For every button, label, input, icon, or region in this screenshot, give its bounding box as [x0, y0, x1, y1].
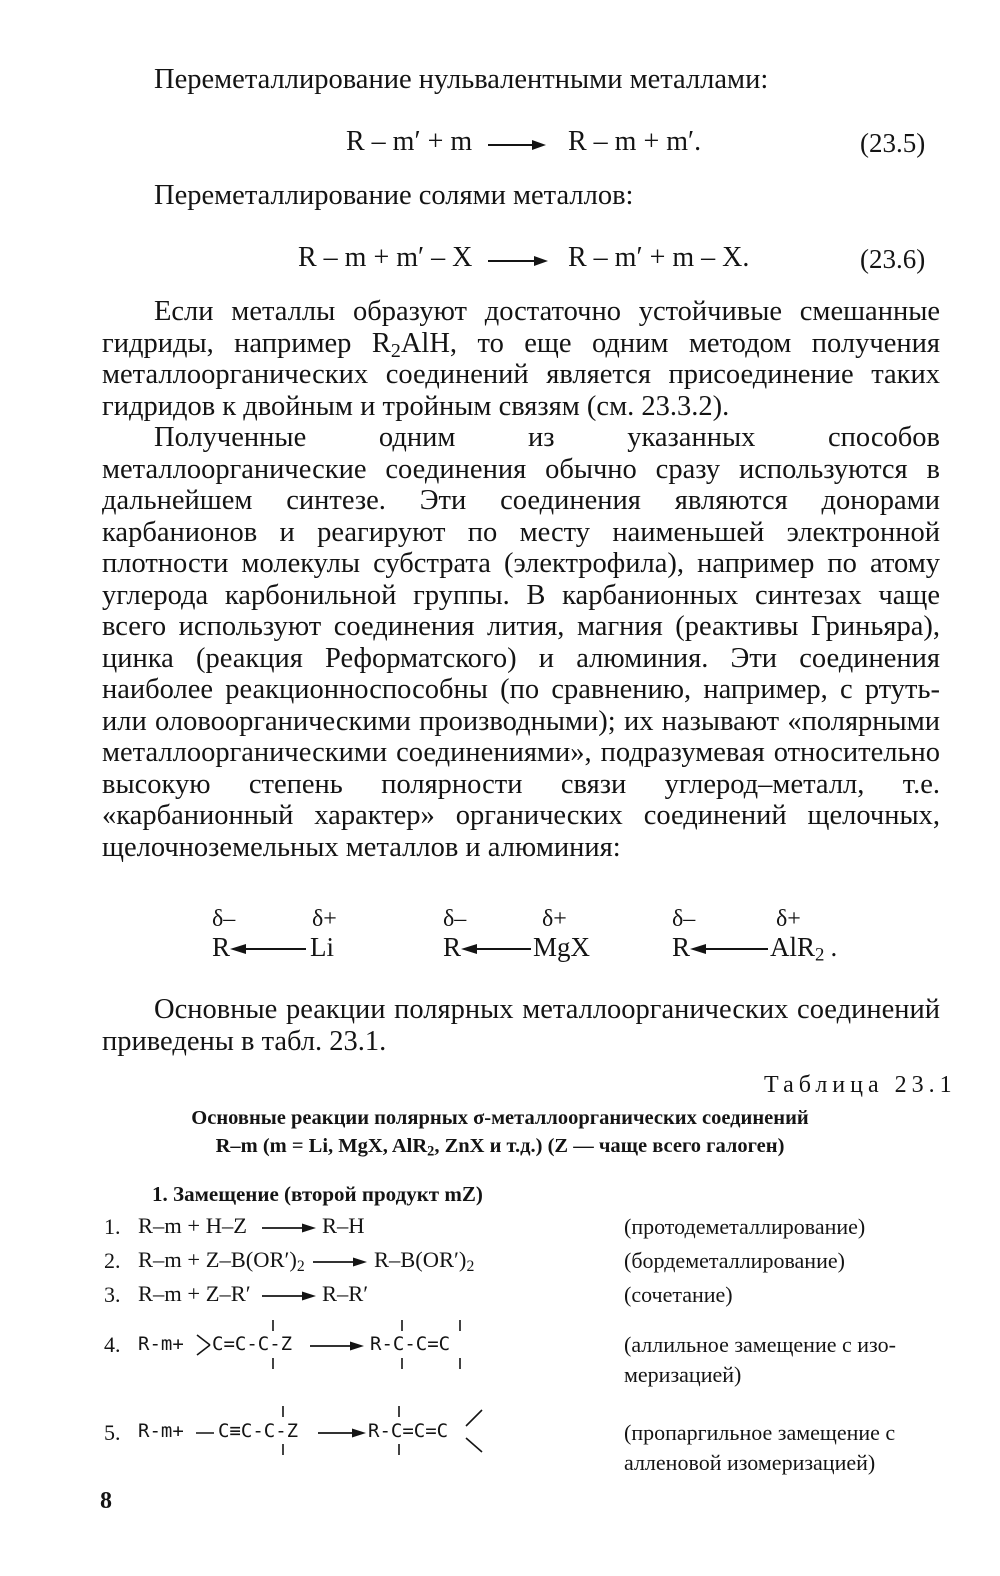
- polar-alr2-text: AlR: [770, 932, 816, 962]
- heading-transmetalation-salts: Переметаллирование солями металлов:: [154, 180, 634, 211]
- table-caption-line-2: [120, 1132, 880, 1160]
- eq-23-6-number: (23.6): [860, 244, 926, 274]
- page-number: 8: [100, 1488, 112, 1514]
- body-text-block-2: [102, 994, 940, 1057]
- row-4-reactant-bond-lines: [250, 1316, 290, 1376]
- row-4-reactant-rm: R-m+: [138, 1333, 184, 1355]
- row-4-branch-bonds: [196, 1332, 212, 1358]
- row-3-description: (сочетание): [624, 1282, 733, 1307]
- row-3-product: R–R′: [322, 1281, 369, 1306]
- table-caption-line-1: Основные реакции полярных σ-металлоорганических соединений: [191, 1107, 809, 1129]
- row-5-product-chain: R-C=C=C: [368, 1420, 449, 1442]
- delta-plus-alr2: δ+: [776, 906, 801, 932]
- polar-arrow-li: [230, 942, 310, 956]
- polar-r-li: R: [212, 932, 231, 962]
- eq-23-6-arrow: [488, 254, 550, 268]
- row-4-reactant-chain: C=C-C-Z: [212, 1333, 293, 1355]
- polar-arrow-alr2: [690, 942, 770, 956]
- eq-23-5-number: (23.5): [860, 128, 926, 158]
- delta-minus-alr2: δ–: [672, 906, 696, 932]
- row-5-arrow: [318, 1427, 368, 1439]
- row-3-arrow: [262, 1290, 318, 1302]
- row-5-reactant-chain: C≡C-C-Z: [218, 1420, 299, 1442]
- row-5-reactant-rm: R-m+: [138, 1420, 184, 1442]
- delta-minus-mgx: δ–: [443, 906, 467, 932]
- paragraph-mixed-hydrides-part-b: AlH, то еще одним методом получения металлоорганических соединений является присоединение таких гидридов к двойным и тройным связям (см. 23.3.2).: [102, 327, 940, 422]
- paragraph-mixed-hydrides-part-a: Если металлы образуют достаточно устойчивые смешанные гидриды, например R: [102, 296, 940, 359]
- row-5-lead-bond: [196, 1430, 216, 1436]
- row-4-product-chain: R-C-C=C: [370, 1333, 451, 1355]
- paragraph-main-reactions: Основные реакции полярных металлоорганических соединений приведены в табл. 23.1.: [102, 994, 940, 1057]
- polar-alr2: [770, 932, 838, 966]
- row-2-description: (бордеметаллирование): [624, 1248, 845, 1273]
- row-2-product-text: R–B(OR′): [374, 1247, 467, 1272]
- paragraph-organometallic-usage: Полученные одним из указанных способов металлоорганические соединения обычно сразу используются в дальнейшем синтезе. Эти соединения являются донорами карбанионов и реагируют по месту наименьшей электронной плотности молекулы субстрата (электрофила), например по атому углерода карбонильной группы. В карбанионных синтезах чаще всего используют соединения лития, магния (реактивы Гриньяра), цинка (реакция Реформатского) и алюминия. Эти соединения наиболее реакционноспособны (по сравнению, например, с ртуть- или оловоорганическими производными); их называют «полярными металлоорганическими соединениями», подразумевая относительно высокую степень полярности связи углерод–металл, т.е. «карбанионный характер» органических соединений щелочных, щелочноземельных металлов и алюминия:: [102, 422, 940, 863]
- row-1-description: (протодеметаллирование): [624, 1214, 866, 1239]
- row-2-reactants-text: R–m + Z–B(OR′): [138, 1247, 297, 1272]
- table-label: Таблица 23.1: [764, 1072, 957, 1098]
- row-4-description-1: (аллильное замещение с изо-: [624, 1332, 896, 1357]
- polar-r-mgx: R: [443, 932, 462, 962]
- row-2-reactants: [138, 1247, 305, 1273]
- row-5-product-bond-lines: [386, 1402, 496, 1462]
- row-4-product-bond-lines: [390, 1316, 470, 1376]
- eq-23-5-arrow: [488, 138, 548, 152]
- eq-23-6-left: R – m + m′ – X: [298, 242, 473, 273]
- heading-transmetalation-zerovalent: Переметаллирование нульвалентными металлами:: [154, 64, 769, 95]
- polar-arrow-mgx: [461, 942, 533, 956]
- row-3-reactants: R–m + Z–R′: [138, 1281, 251, 1306]
- row-1-reactants: R–m + H–Z: [138, 1213, 247, 1238]
- table-caption: [120, 1104, 880, 1160]
- delta-plus-mgx: δ+: [542, 906, 567, 932]
- subscript-2: 2: [390, 339, 401, 362]
- row-1-number: 1.: [104, 1214, 121, 1239]
- row-4-arrow: [310, 1340, 366, 1352]
- row-4-description-2: меризацией): [624, 1362, 742, 1387]
- polar-r-alr2: R: [672, 932, 691, 962]
- row-2-product: [374, 1247, 474, 1273]
- polar-alr2-dot: .: [830, 932, 838, 962]
- table-caption-sub: 2: [427, 1143, 435, 1160]
- row-2-arrow: [313, 1256, 369, 1268]
- delta-minus-li: δ–: [212, 906, 236, 932]
- table-caption-line-2b: , ZnX и т.д.) (Z — чаще всего галоген): [434, 1135, 785, 1157]
- delta-plus-li: δ+: [312, 906, 337, 932]
- row-1-arrow: [262, 1222, 318, 1234]
- row-2-number: 2.: [104, 1248, 121, 1273]
- table-section-substitution: 1. Замещение (второй продукт mZ): [152, 1182, 483, 1206]
- polar-li: Li: [310, 932, 334, 962]
- row-5-description-2: алленовой изомеризацией): [624, 1450, 876, 1475]
- body-text-block: [102, 296, 940, 863]
- eq-23-5-left: R – m′ + m: [346, 126, 473, 157]
- row-5-number: 5.: [104, 1420, 121, 1445]
- row-1-product: R–H: [322, 1213, 365, 1238]
- paragraph-mixed-hydrides: [102, 296, 940, 422]
- row-4-number: 4.: [104, 1332, 121, 1357]
- row-5-description-1: (пропаргильное замещение с: [624, 1420, 896, 1445]
- row-5-reactant-bond-lines: [260, 1402, 300, 1462]
- row-2-reactants-sub: 2: [296, 1257, 305, 1275]
- row-2-product-sub: 2: [466, 1257, 475, 1275]
- eq-23-5-right: R – m + m′.: [568, 126, 702, 157]
- polar-alr2-sub: 2: [815, 944, 825, 966]
- row-3-number: 3.: [104, 1282, 121, 1307]
- table-caption-line-2a: R–m (m = Li, MgX, AlR: [215, 1135, 428, 1157]
- polar-mgx: MgX: [533, 932, 591, 962]
- eq-23-6-right: R – m′ + m – X.: [568, 242, 750, 273]
